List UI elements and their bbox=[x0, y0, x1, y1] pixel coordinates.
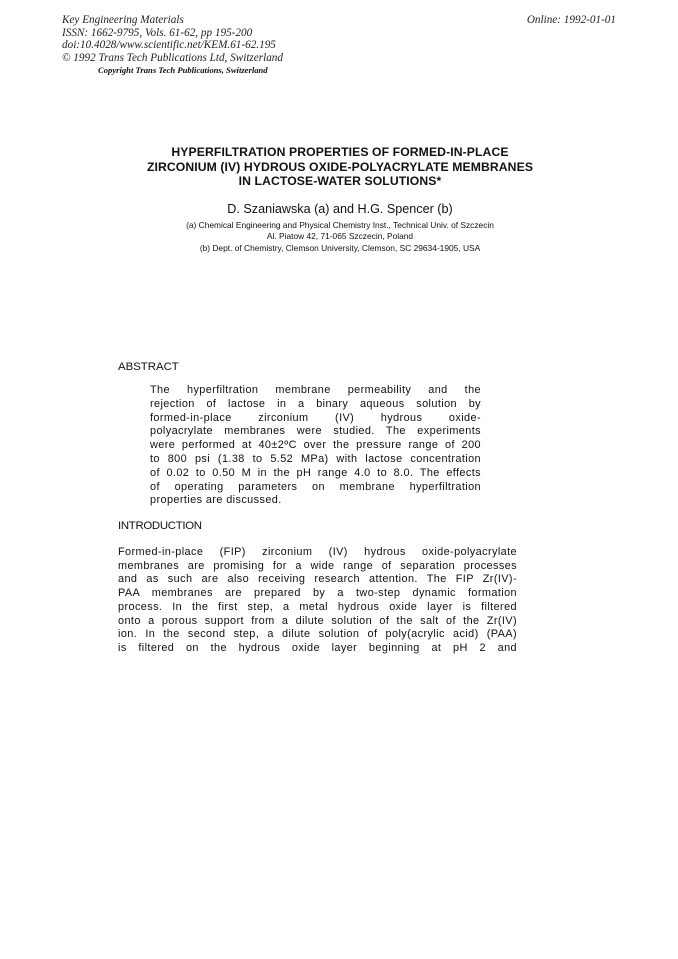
journal-header bbox=[62, 14, 283, 64]
abstract-body bbox=[150, 384, 481, 508]
introduction-line: onto a porous support from a dilute solution of the salt of the Zr(IV) bbox=[118, 614, 517, 627]
abstract-heading: ABSTRACT bbox=[118, 361, 179, 373]
introduction-line: membranes are promising for a wide range of separation processes bbox=[118, 559, 517, 572]
abstract-line: of operating parameters on membrane hyperfiltration bbox=[150, 480, 481, 493]
introduction-line: ion. In the second step, a dilute solution of poly(acrylic acid) (PAA) bbox=[118, 628, 517, 641]
paper-title bbox=[90, 145, 590, 189]
introduction-line: process. In the first step, a metal hydrous oxide layer is filtered bbox=[118, 600, 517, 613]
abstract-line: properties are discussed. bbox=[150, 494, 282, 507]
title-line: IN LACTOSE-WATER SOLUTIONS* bbox=[238, 174, 442, 189]
online-date: Online: 1992-01-01 bbox=[526, 14, 616, 26]
affiliation-line: (a) Chemical Engineering and Physical Chemistry Inst., Technical Univ. of Szczecin bbox=[186, 220, 494, 230]
abstract-line: formed-in-place zirconium (IV) hydrous oxide- bbox=[150, 411, 481, 424]
rights-line: © 1992 Trans Tech Publications Ltd, Switzerland bbox=[62, 51, 283, 64]
title-line: ZIRCONIUM (IV) HYDROUS OXIDE-POLYACRYLATE MEMBRANES bbox=[146, 159, 534, 174]
affiliation-line: Al. Piatow 42, 71-065 Szczecin, Poland bbox=[266, 231, 414, 242]
introduction-line: Formed-in-place (FIP) zirconium (IV) hydrous oxide-polyacrylate bbox=[118, 546, 517, 558]
abstract-line: were performed at 40±2ºC over the pressure range of 200 bbox=[150, 439, 481, 452]
affiliations bbox=[90, 220, 590, 254]
journal-name: Key Engineering Materials bbox=[62, 14, 184, 26]
authors: D. Szaniawska (a) and H.G. Spencer (b) bbox=[227, 202, 453, 216]
introduction-line: is filtered on the hydrous oxide layer beginning at pH 2 and bbox=[118, 641, 517, 654]
abstract-line: to 800 psi (1.38 to 5.52 MPa) with lactose concentration bbox=[150, 452, 481, 465]
introduction-body bbox=[118, 546, 517, 656]
copyright-notice: Copyright Trans Tech Publications, Switzerland bbox=[98, 65, 268, 75]
title-line: HYPERFILTRATION PROPERTIES OF FORMED-IN-PLACE bbox=[171, 145, 509, 159]
doi-line: doi:10.4028/www.scientific.net/KEM.61-62.195 bbox=[62, 39, 276, 52]
abstract-line: of 0.02 to 0.50 M in the pH range 4.0 to 8.0. The effects bbox=[150, 466, 481, 479]
issn-line: ISSN: 1662-9795, Vols. 61-62, pp 195-200 bbox=[62, 26, 253, 39]
affiliation-line: (b) Dept. of Chemistry, Clemson University, Clemson, SC 29634-1905, USA bbox=[199, 242, 481, 253]
abstract-line: polyacrylate membranes were studied. The experiments bbox=[150, 425, 481, 438]
introduction-heading: INTRODUCTION bbox=[118, 520, 202, 532]
abstract-line: rejection of lactose in a binary aqueous solution by bbox=[150, 397, 481, 410]
introduction-line: PAA membranes are prepared by a two-step dynamic formation bbox=[118, 587, 517, 600]
abstract-line: The hyperfiltration membrane permeability and the bbox=[150, 384, 481, 396]
introduction-line: and as such are also receiving research attention. The FIP Zr(IV)- bbox=[118, 573, 517, 586]
